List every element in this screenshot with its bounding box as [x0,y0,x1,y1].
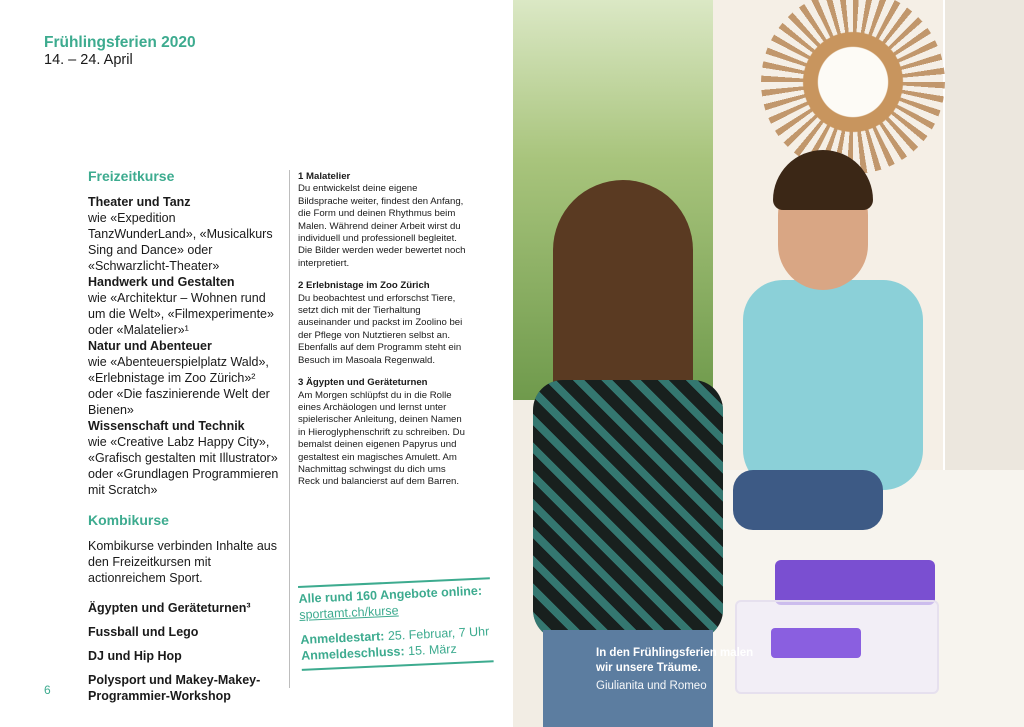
boy-shirt [743,280,923,490]
end-label: Anmeldeschluss: [300,644,405,663]
purple-paint [775,560,935,605]
photo-children-painting [513,0,1024,727]
registration-dates [300,623,501,664]
column-divider [289,170,290,688]
notes-column [298,171,468,499]
kombi-intro: Kombikurse verbinden Inhalte aus den Freizeitkursen mit actionreichem Sport. [88,539,278,585]
online-label: Alle rund 160 Angebote online: [298,583,483,606]
note-title: 2 Erlebnistage im Zoo Zürich [298,280,430,292]
online-info-box [298,577,502,671]
kombi-heading: Kombikurse [88,512,169,528]
caption-text: In den Frühlingsferien malen wir unsere Träume. [596,647,754,674]
photo-shelf [943,0,1024,480]
category-handwerk [88,274,283,338]
photo-caption [596,646,766,694]
kombi-item: Fussball und Lego [88,625,199,639]
category-natur [88,338,283,418]
kombi-item: Ägypten und Geräteturnen³ [88,601,251,615]
category-title: Theater und Tanz [88,195,191,209]
note-text: Du entwickelst deine eigene Bildsprache weiter, findest den Anfang, die Form und deinen Rhythmus beim Malen. Während deiner Arbeit wirst du individuell und professionell begleitet. Die Bilder werden weder bewertet noch interpretiert. [298,183,466,269]
caption-names: Giulianita und Romeo [596,680,707,692]
category-text: wie «Expedition TanzWunderLand», «Musicalkurs Sing and Dance» oder «Schwarzlicht-Theater» [88,211,273,273]
sportamt-link[interactable]: sportamt.ch/kurse [298,603,399,622]
category-text: wie «Creative Labz Happy City», «Grafisch gestalten mit Illustrator» oder «Grundlagen Programmieren mit Scratch» [88,435,279,497]
category-wissenschaft [88,418,283,498]
note-title: 1 Malatelier [298,171,351,182]
category-theater [88,194,283,274]
category-title: Wissenschaft und Technik [88,419,245,433]
page-number: 6 [44,683,51,697]
start-value: 25. Februar, 7 Uhr [387,624,490,643]
tray-paint [771,628,861,658]
end-value: 15. März [407,641,457,659]
course-column [88,168,283,712]
note-malatelier [298,171,468,270]
date-range: 14. – 24. April [44,52,133,68]
category-title: Natur und Abenteuer [88,339,212,353]
note-aegypten [298,377,468,489]
freizeit-heading: Freizeitkurse [88,168,175,184]
category-text: wie «Abenteuerspielplatz Wald», «Erlebnistage im Zoo Zürich»² oder «Die faszinierende Welt der Bienen» [88,355,270,417]
kombi-item: DJ und Hip Hop [88,649,182,663]
category-title: Handwerk und Gestalten [88,275,235,289]
note-title: 3 Ägypten und Geräteturnen [298,377,428,389]
kombi-item: Polysport und Makey-Makey-Programmier-Workshop [88,673,261,703]
note-zoo [298,280,468,367]
mirror [783,12,923,152]
boy-jeans [733,470,883,530]
note-text: Du beobachtest und erforschst Tiere, setzt dich mit der Tierhaltung auseinander und packst im Zoolino bei der Pflege von Nutztieren selbst an. Ebenfalls auf dem Programm steht ein Besuch im Masoala Regenwald. [298,292,463,366]
note-text: Am Morgen schlüpfst du in die Rolle eines Archäologen und lernst unter spielerischer Anleitung, deinen Namen in Hieroglyphenschrift zu schreiben. Du bemalst deinen eigenen Papyrus und gestaltest ein magisches Amulett. Am Nachmittag schwingst du dich ums Reck und balancierst auf dem Barren. [298,389,465,488]
start-label: Anmeldestart: [300,629,385,647]
page-title: Frühlingsferien 2020 [44,34,196,51]
girl-top-pattern [533,380,723,640]
category-text: wie «Architektur – Wohnen rund um die Welt», «Filmexperimente» oder «Malatelier»¹ [88,291,274,337]
